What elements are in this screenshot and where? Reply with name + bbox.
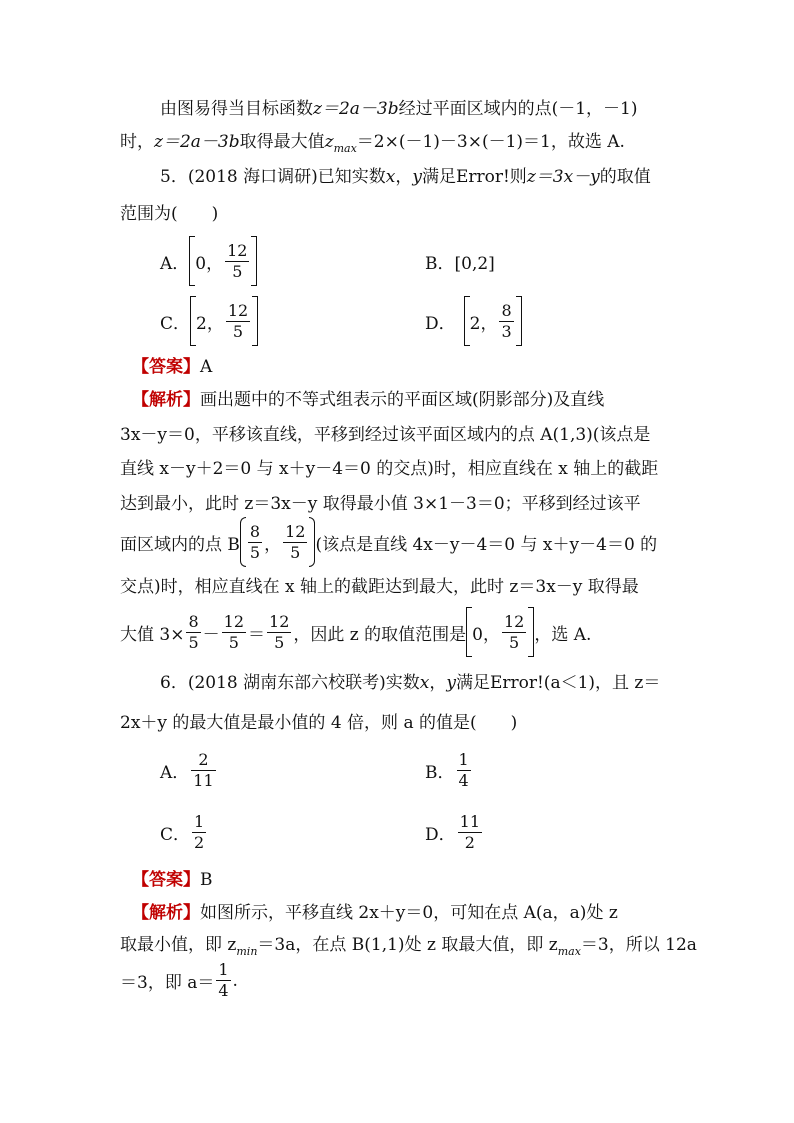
text: 时， bbox=[120, 132, 154, 152]
variable: z bbox=[324, 132, 334, 152]
equation: z＝2a－3b bbox=[313, 99, 399, 119]
text: ＝3，即 a＝ bbox=[120, 973, 215, 993]
option-d bbox=[425, 296, 522, 346]
text: ，因此 z 的取值范围是 bbox=[293, 624, 467, 645]
variable: x bbox=[419, 673, 430, 693]
option-b bbox=[425, 750, 473, 791]
text-line bbox=[160, 98, 638, 120]
option-label: A． bbox=[160, 763, 190, 783]
text: ＝3，所以 12a bbox=[580, 935, 697, 955]
text-line bbox=[120, 576, 639, 598]
option-text: B．[0,2] bbox=[425, 254, 495, 274]
text: 取最小值，即 z bbox=[120, 935, 237, 955]
text: 6．(2018 湖南东部六校联考)实数 bbox=[160, 673, 420, 693]
text-line bbox=[120, 960, 238, 1001]
answer-line bbox=[132, 869, 213, 891]
text: 经过平面区域内的点(－1，－1) bbox=[398, 99, 638, 119]
answer-value: A bbox=[200, 357, 213, 377]
fraction: $\frac{1}{2}$ bbox=[194, 812, 205, 852]
subscript: min bbox=[236, 945, 258, 958]
fraction: $\frac{12}{5}$ bbox=[223, 611, 245, 652]
answer-tag: 【答案】 bbox=[132, 870, 200, 890]
text-line bbox=[120, 493, 641, 515]
text: ，选 A. bbox=[534, 624, 592, 645]
option-a bbox=[160, 750, 218, 791]
text: 直线 x－y＋2＝0 与 x＋y－4＝0 的交点)时，相应直线在 x 轴上的截距 bbox=[120, 459, 659, 479]
explanation-line bbox=[132, 902, 618, 924]
option-label: A． bbox=[160, 253, 190, 274]
subscript: max bbox=[333, 142, 357, 155]
answer-value: B bbox=[200, 870, 213, 890]
interval bbox=[190, 296, 258, 346]
text: 取得最大值 bbox=[239, 132, 325, 152]
text: 2， bbox=[469, 313, 498, 334]
option-b bbox=[425, 249, 495, 274]
fraction: $\frac{12}{5}$ bbox=[227, 240, 248, 281]
text: ＝ bbox=[248, 624, 266, 645]
option-label: D． bbox=[425, 313, 456, 334]
interval bbox=[464, 296, 522, 346]
text: . bbox=[232, 970, 238, 991]
subscript: max bbox=[557, 945, 581, 958]
option-c bbox=[160, 296, 258, 346]
text-line bbox=[120, 131, 625, 160]
fraction: $\frac{12}{5}$ bbox=[285, 521, 306, 562]
explanation-line bbox=[132, 389, 604, 411]
text: 交点)时，相应直线在 x 轴上的截距达到最大，此时 z＝3x－y 取得最 bbox=[120, 577, 639, 597]
equation: z＝2a－3b bbox=[154, 132, 240, 152]
fraction: $\frac{1}{4}$ bbox=[458, 750, 469, 790]
text: 满足Error!则 bbox=[421, 167, 527, 187]
text: 5．(2018 海口调研)已知实数 bbox=[160, 167, 386, 187]
text: 0， bbox=[195, 253, 224, 274]
question-5-stem bbox=[160, 166, 651, 188]
fraction: $\frac{12}{5}$ bbox=[503, 611, 525, 652]
interval bbox=[189, 236, 257, 286]
option-label: C． bbox=[160, 825, 191, 845]
text: 2x＋y 的最大值是最小值的 4 倍，则 a 的值是( ) bbox=[120, 713, 518, 733]
text: (该点是直线 4x－y－4＝0 与 x＋y－4＝0 的 bbox=[315, 534, 658, 555]
text: 如图所示，平移直线 2x＋y＝0，可知在点 A(a，a)处 z bbox=[200, 903, 618, 923]
explanation-tag: 【解析】 bbox=[132, 390, 200, 410]
text-line bbox=[120, 517, 657, 567]
text: ， bbox=[395, 167, 413, 187]
variable: y bbox=[446, 673, 456, 693]
option-d bbox=[425, 812, 484, 853]
fraction: $\frac{2}{11}$ bbox=[193, 750, 214, 790]
question-6-stem bbox=[160, 672, 660, 694]
fraction: $\frac{1}{4}$ bbox=[218, 960, 229, 1000]
variable: x bbox=[385, 167, 396, 187]
fraction: $\frac{8}{5}$ bbox=[249, 521, 261, 562]
text: － bbox=[202, 624, 220, 645]
fraction: $\frac{12}{5}$ bbox=[269, 611, 290, 652]
text-line bbox=[120, 607, 591, 657]
text-line bbox=[120, 934, 697, 963]
text: 由图易得当目标函数 bbox=[160, 99, 313, 119]
option-label: D． bbox=[425, 825, 456, 845]
option-label: C． bbox=[160, 313, 191, 334]
variable: y bbox=[412, 167, 422, 187]
option-label: B． bbox=[425, 763, 455, 783]
text: 3x－y＝0，平移该直线，平移到经过该平面区域内的点 A(1,3)(该点是 bbox=[120, 425, 651, 445]
answer-tag: 【答案】 bbox=[132, 357, 200, 377]
fraction: $\frac{8}{3}$ bbox=[501, 300, 512, 341]
text: 大值 3× bbox=[120, 624, 185, 645]
text: 满足Error!(a＜1)，且 z＝ bbox=[455, 673, 661, 693]
explanation-tag: 【解析】 bbox=[132, 903, 200, 923]
text: ＝3a，在点 B(1,1)处 z 取最大值，即 z bbox=[257, 935, 558, 955]
fraction: $\frac{12}{5}$ bbox=[227, 300, 249, 341]
text: 2， bbox=[196, 313, 224, 334]
text-line bbox=[120, 458, 658, 480]
option-c bbox=[160, 812, 208, 853]
answer-line bbox=[132, 356, 212, 378]
option-a bbox=[160, 236, 257, 286]
text: 范围为( ) bbox=[120, 204, 219, 224]
interval bbox=[466, 607, 534, 657]
text: 达到最小，此时 z＝3x－y 取得最小值 3×1－3＝0；平移到经过该平 bbox=[120, 494, 641, 514]
equation: z＝3x－y bbox=[526, 167, 600, 187]
fraction: $\frac{8}{5}$ bbox=[188, 611, 199, 652]
text: 画出题中的不等式组表示的平面区域(阴影部分)及直线 bbox=[200, 390, 605, 410]
fraction: $\frac{11}{2}$ bbox=[459, 812, 480, 852]
text: ， bbox=[429, 673, 447, 693]
text-line bbox=[120, 424, 650, 446]
point-b: $\frac{8}{5}$ ， $\frac{12}{5}$ bbox=[240, 517, 316, 567]
text-line bbox=[120, 712, 517, 734]
text: 0， bbox=[472, 624, 500, 645]
text: 的取值 bbox=[599, 167, 651, 187]
text: ＝2×(－1)－3×(－1)＝1，故选 A. bbox=[356, 132, 625, 152]
text-line bbox=[120, 203, 218, 225]
text: 面区域内的点 B bbox=[120, 534, 240, 555]
